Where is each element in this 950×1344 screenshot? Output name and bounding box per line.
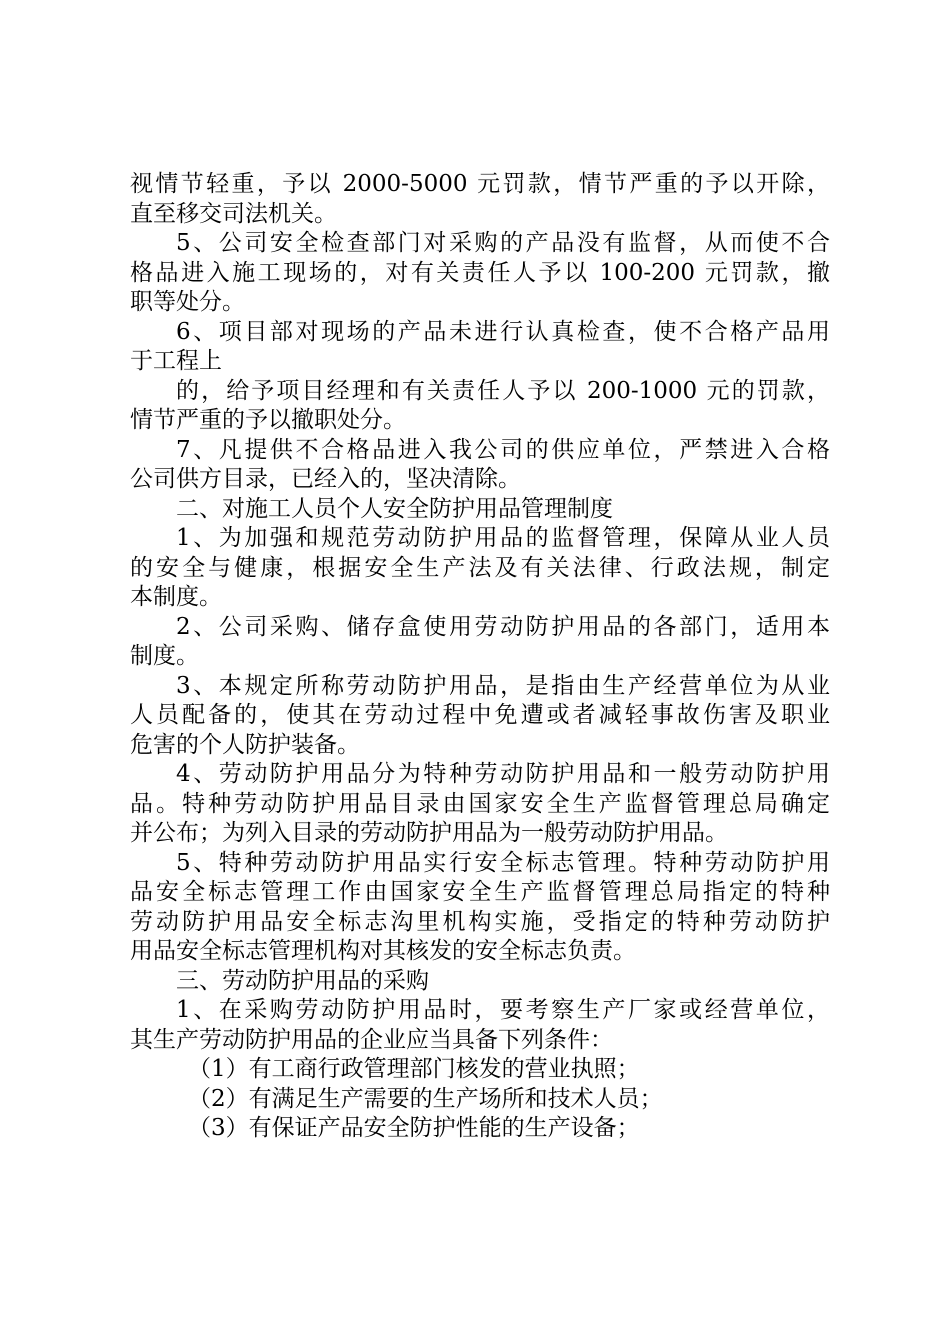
paragraph (130, 377, 830, 436)
text-line: 用品安全标志管理机构对其核发的安全标志负责。 (130, 938, 636, 964)
text-line: 其生产劳动防护用品的企业应当具备下列条件： (130, 1026, 613, 1053)
paragraph (130, 672, 830, 761)
paragraph (130, 495, 830, 525)
text-line: 4、劳动防护用品分为特种劳动防护用品和一般劳动防护用 (176, 761, 830, 787)
text-line: 6、项目部对现场的产品未进行认真检查，使不合格产品用 (176, 318, 830, 345)
text-line: 公司供方目录，已经入的，坚决清除。 (130, 466, 521, 492)
text-line: 2、公司采购、储存盒使用劳动防护用品的各部门，适用本 (176, 613, 830, 640)
text-line: 并公布；为列入目录的劳动防护用品为一般劳动防护用品。 (130, 820, 728, 846)
paragraph (130, 436, 830, 495)
text-line: 人员配备的，使其在劳动过程中免遭或者减轻事故伤害及职业 (130, 702, 830, 728)
text-line: 3、本规定所称劳动防护用品，是指由生产经营单位为从业 (176, 672, 830, 699)
text-line: 于工程上 (130, 348, 222, 374)
text-line: 职等处分。 (130, 289, 245, 315)
paragraph (130, 967, 830, 997)
text-line: （3）有保证产品安全防护性能的生产设备； (188, 1115, 640, 1141)
text-line: （2）有满足生产需要的生产场所和技术人员； (188, 1085, 663, 1112)
text-line: （1）有工商行政管理部门核发的营业执照； (188, 1056, 640, 1082)
document-body (130, 170, 830, 1144)
text-line: 格品进入施工现场的，对有关责任人予以 100-200 元罚款，撤 (130, 259, 830, 286)
text-line: 劳动防护用品安全标志沟里机构实施，受指定的特种劳动防护 (130, 908, 830, 935)
paragraph (130, 760, 830, 849)
paragraph (130, 1114, 830, 1144)
paragraph (130, 849, 830, 967)
text-line: 直至移交司法机关。 (130, 200, 337, 227)
text-line: 1、为加强和规范劳动防护用品的监督管理，保障从业人员 (176, 525, 830, 551)
text-line: 的安全与健康，根据安全生产法及有关法律、行政法规，制定 (130, 554, 830, 581)
text-line: 三、劳动防护用品的采购 (176, 967, 429, 994)
paragraph (130, 996, 830, 1055)
text-line: 的，给予项目经理和有关责任人予以 200-1000 元的罚款， (176, 377, 830, 404)
paragraph (130, 524, 830, 613)
text-line: 品。特种劳动防护用品目录由国家安全生产监督管理总局确定 (130, 790, 830, 817)
paragraph (130, 1055, 830, 1085)
text-line: 品安全标志管理工作由国家安全生产监督管理总局指定的特种 (130, 879, 830, 905)
text-line: 7、凡提供不合格品进入我公司的供应单位，严禁进入合格 (176, 436, 830, 463)
text-line: 5、公司安全检查部门对采购的产品没有监督，从而使不合 (176, 230, 830, 256)
text-line: 情节严重的予以撤职处分。 (130, 407, 406, 433)
text-line: 5、特种劳动防护用品实行安全标志管理。特种劳动防护用 (176, 849, 830, 876)
paragraph (130, 229, 830, 318)
paragraph (130, 1085, 830, 1115)
text-line: 视情节轻重，予以 2000-5000 元罚款，情节严重的予以开除， (130, 171, 830, 197)
text-line: 本制度。 (130, 584, 222, 610)
paragraph (130, 613, 830, 672)
text-line: 1、在采购劳动防护用品时，要考察生产厂家或经营单位， (176, 997, 830, 1023)
paragraph (130, 170, 830, 229)
paragraph (130, 318, 830, 377)
text-line: 危害的个人防护装备。 (130, 731, 360, 758)
text-line: 制度。 (130, 643, 199, 669)
text-line: 二、对施工人员个人安全防护用品管理制度 (176, 495, 613, 522)
